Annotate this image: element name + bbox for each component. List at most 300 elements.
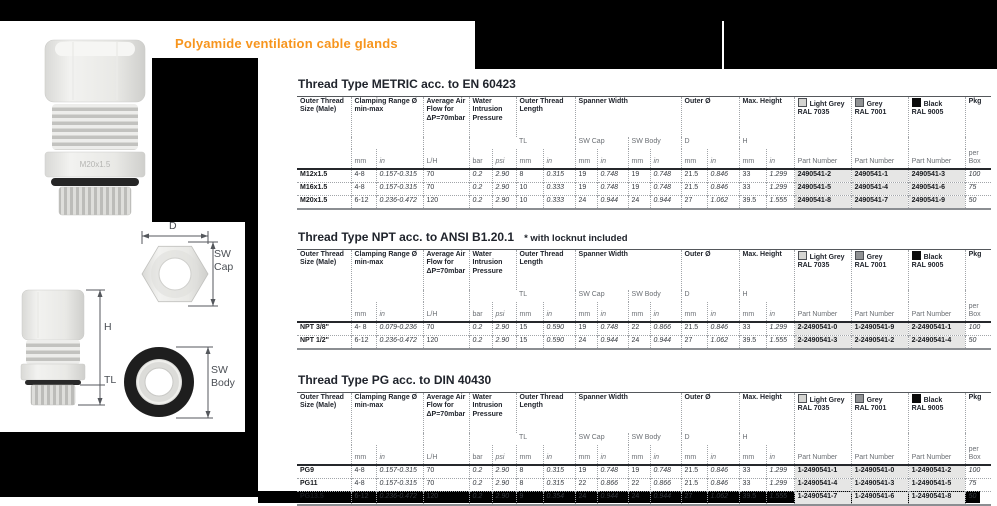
col-header-outer-thread-length: Outer Thread Length	[516, 97, 575, 138]
cell-swbody_mm: 24	[628, 195, 650, 209]
subcol-d: D	[681, 433, 739, 445]
cell-bar: 0.2	[469, 169, 492, 183]
col-header-thread-size: Outer Thread Size (Male)	[297, 393, 351, 446]
cell-pkg: 100	[965, 169, 991, 183]
cell-tl_mm: 15	[516, 322, 543, 336]
cell-swbody_in: 0.748	[650, 182, 681, 195]
seal-ring-hole	[145, 368, 173, 396]
cell-size: M12x1.5	[300, 170, 328, 178]
cell-swbody_mm: 19	[628, 182, 650, 195]
cell-clamp_in: 0.236-0.472	[376, 335, 423, 349]
cell-h_in: 1.299	[766, 169, 794, 183]
cell-swcap_mm: 19	[575, 465, 597, 479]
cell-clamp_mm: 4-8	[351, 182, 376, 195]
per-box-label: per Box	[965, 149, 991, 168]
cell-clamp_mm: 4-8	[351, 169, 376, 183]
light-grey-swatch-icon	[798, 251, 807, 260]
table-row	[297, 169, 991, 183]
black-swatch-icon	[912, 394, 921, 403]
cell-size: PG9	[300, 466, 315, 474]
cell-swcap_in: 0.748	[597, 322, 628, 336]
unit-mm: mm	[575, 445, 597, 464]
unit-in: in	[597, 149, 628, 168]
side-thread-ribs	[26, 340, 80, 364]
dim-label-sw-cap: SW Cap	[214, 248, 234, 274]
col-header-grey: Grey RAL 7001	[851, 393, 908, 446]
cell-psi: 2.90	[492, 169, 516, 183]
cell-flow: 120	[423, 491, 469, 505]
cell-tl_mm: 10	[516, 195, 543, 209]
subcol-sw-cap: SW Cap	[575, 290, 628, 302]
subcol-sw-cap: SW Cap	[575, 137, 628, 149]
unit-in: in	[707, 149, 739, 168]
subcol-d: D	[681, 137, 739, 149]
table-note: * with locknut included	[524, 233, 628, 244]
cell-h_mm: 33	[739, 478, 766, 491]
cell-pn_gr: 2-2490541-2	[851, 335, 908, 349]
part-number-label: Part Number	[794, 149, 851, 168]
unit-mm: mm	[681, 302, 707, 321]
dim-label-sw-body: SW Body	[211, 364, 235, 390]
cell-psi: 2.90	[492, 322, 516, 336]
col-header-water-intrusion: Water Intrusion Pressure	[469, 393, 516, 446]
col-header-black: Black RAL 9005	[908, 97, 965, 150]
col-header-max-height: Max. Height	[739, 393, 794, 434]
unit-lh: L/H	[423, 149, 469, 168]
unit-mm: mm	[516, 445, 543, 464]
gland-o-ring	[51, 178, 139, 186]
dim-label-d: D	[169, 220, 177, 232]
cell-swbody_mm: 19	[628, 465, 650, 479]
cell-bar: 0.2	[469, 195, 492, 209]
cell-swcap_mm: 24	[575, 335, 597, 349]
npt-table	[297, 249, 991, 349]
subcol-sw-body: SW Body	[628, 290, 681, 302]
unit-in: in	[597, 445, 628, 464]
metric-table-section	[297, 78, 985, 210]
cell-size: PG11	[297, 478, 351, 491]
cell-pn_lg: 1-2490541-4	[794, 478, 851, 491]
unit-lh: L/H	[423, 445, 469, 464]
unit-bar: bar	[469, 445, 492, 464]
cell-swcap_mm: 19	[575, 169, 597, 183]
col-header-water-intrusion: Water Intrusion Pressure	[469, 250, 516, 303]
col-header-clamping-range: Clamping Range Ø min-max	[351, 393, 423, 446]
cell-pkg: 75	[965, 478, 991, 491]
unit-in: in	[707, 302, 739, 321]
cell-psi: 2.90	[492, 335, 516, 349]
cell-swcap_mm: 24	[575, 491, 597, 505]
unit-in: in	[766, 302, 794, 321]
unit-in: in	[707, 445, 739, 464]
side-o-ring	[25, 380, 81, 385]
table-title: Thread Type PG acc. to DIN 40430	[298, 373, 492, 387]
per-box-label: per Box	[965, 302, 991, 321]
cell-d_in: 0.846	[707, 478, 739, 491]
cell-d_in: 0.846	[707, 182, 739, 195]
cell-size: PG13.5	[297, 491, 351, 505]
table-title: Thread Type NPT acc. to ANSI B1.20.1 * with locknut included	[298, 230, 628, 244]
unit-mm: mm	[628, 445, 650, 464]
cell-d_mm: 27	[681, 195, 707, 209]
cell-swcap_in: 0.944	[597, 195, 628, 209]
cell-clamp_mm: 6-12	[351, 335, 376, 349]
col-header-spanner-width: Spanner Width	[575, 97, 681, 138]
cell-pn_gr: 1-2490541-9	[851, 322, 908, 336]
table-row	[297, 465, 991, 479]
col-header-max-height: Max. Height	[739, 250, 794, 291]
cell-flow: 120	[423, 335, 469, 349]
cell-d_in: 1.062	[707, 335, 739, 349]
cell-d_mm: 21.5	[681, 322, 707, 336]
header-divider-line	[722, 21, 724, 69]
cell-swbody_mm: 22	[628, 322, 650, 336]
cell-flow: 70	[423, 182, 469, 195]
black-swatch-icon	[912, 98, 921, 107]
cell-clamp_mm: 4- 8	[351, 322, 376, 336]
cell-swcap_in: 0.748	[597, 465, 628, 479]
unit-in: in	[376, 445, 423, 464]
cell-swbody_in: 0.866	[650, 322, 681, 336]
col-header-pkg: Pkg	[965, 393, 991, 446]
unit-mm: mm	[575, 149, 597, 168]
part-number-label: Part Number	[851, 445, 908, 464]
cell-pn_gr: 1-2490541-3	[851, 478, 908, 491]
cell-tl_in: 0.354	[543, 491, 575, 505]
col-header-outer-diameter: Outer Ø	[681, 393, 739, 434]
cell-pkg: 50	[965, 195, 991, 209]
unit-psi: psi	[492, 149, 516, 168]
unit-mm: mm	[516, 302, 543, 321]
cell-swbody_in: 0.944	[650, 491, 681, 505]
subcol-tl: TL	[519, 291, 528, 299]
cell-tl_in: 0.590	[543, 322, 575, 336]
light-grey-swatch-icon	[798, 394, 807, 403]
cell-bar: 0.2	[469, 322, 492, 336]
cell-clamp_mm: 4-8	[351, 465, 376, 479]
cell-tl_mm: 8	[516, 478, 543, 491]
col-header-outer-diameter: Outer Ø	[681, 250, 739, 291]
cell-d_in: 1.062	[707, 491, 739, 505]
cell-pkg: 100	[965, 465, 991, 479]
gland-thread-ribs	[52, 104, 138, 150]
cell-flow: 70	[423, 169, 469, 183]
cell-bar: 0.2	[469, 335, 492, 349]
gland-male-thread	[59, 187, 131, 215]
subcol-d: D	[681, 290, 739, 302]
unit-mm: mm	[739, 445, 766, 464]
col-header-pkg: Pkg	[965, 97, 991, 150]
unit-blank	[297, 302, 351, 321]
cell-d_mm: 21.5	[681, 478, 707, 491]
col-header-light-grey: Light Grey RAL 7035	[794, 250, 851, 303]
cell-pn_gr: 1-2490541-0	[851, 465, 908, 479]
cell-h_mm: 39.5	[739, 491, 766, 505]
unit-in: in	[650, 149, 681, 168]
side-black-panel	[152, 58, 258, 222]
cell-d_mm: 21.5	[681, 465, 707, 479]
cell-pkg: 100	[965, 322, 991, 336]
cell-clamp_mm: 6-12	[351, 195, 376, 209]
part-number-label: Part Number	[908, 149, 965, 168]
cell-swbody_in: 0.944	[650, 335, 681, 349]
col-header-outer-thread-length: Outer Thread Length	[516, 393, 575, 434]
col-header-clamping-range: Clamping Range Ø min-max	[351, 250, 423, 303]
cell-d_in: 1.062	[707, 195, 739, 209]
cell-tl_in: 0.333	[543, 195, 575, 209]
unit-in: in	[376, 149, 423, 168]
subcol-sw-body: SW Body	[628, 433, 681, 445]
cell-swcap_mm: 22	[575, 478, 597, 491]
unit-mm: mm	[351, 149, 376, 168]
cell-size: NPT 3/8"	[300, 323, 329, 331]
unit-in: in	[597, 302, 628, 321]
cell-swcap_mm: 19	[575, 182, 597, 195]
unit-in: in	[543, 445, 575, 464]
per-box-label: per Box	[965, 445, 991, 464]
top-black-bar	[0, 0, 997, 21]
cell-swcap_in: 0.944	[597, 335, 628, 349]
cell-tl_in: 0.315	[543, 169, 575, 183]
pg-table	[297, 392, 991, 505]
cell-d_mm: 21.5	[681, 169, 707, 183]
col-header-max-height: Max. Height	[739, 97, 794, 138]
unit-in: in	[543, 302, 575, 321]
subcol-h: H	[739, 290, 794, 302]
col-header-black: Black RAL 9005	[908, 250, 965, 303]
cell-psi: 2.90	[492, 182, 516, 195]
col-header-light-grey: Light Grey RAL 7035	[794, 97, 851, 150]
col-header-black: Black RAL 9005	[908, 393, 965, 446]
col-header-outer-diameter: Outer Ø	[681, 97, 739, 138]
cell-tl_in: 0.315	[543, 478, 575, 491]
part-number-label: Part Number	[851, 149, 908, 168]
cell-size: M16x1.5	[297, 182, 351, 195]
cell-h_mm: 33	[739, 465, 766, 479]
subcol-h: H	[739, 137, 794, 149]
unit-mm: mm	[739, 302, 766, 321]
col-header-light-grey: Light Grey RAL 7035	[794, 393, 851, 446]
cell-clamp_in: 0.236-0.472	[376, 491, 423, 505]
cell-flow: 120	[423, 195, 469, 209]
page-title: Polyamide ventilation cable glands	[175, 36, 398, 51]
subcol-tl: TL	[519, 434, 528, 442]
cell-h_mm: 33	[739, 169, 766, 183]
gland-engraving: M20x1.5	[79, 160, 111, 169]
part-number-label: Part Number	[908, 445, 965, 464]
unit-lh: L/H	[423, 302, 469, 321]
cell-pn_lg: 2-2490541-3	[794, 335, 851, 349]
col-header-thread-size: Outer Thread Size (Male)	[297, 250, 351, 303]
cell-tl_in: 0.333	[543, 182, 575, 195]
cell-swcap_mm: 19	[575, 322, 597, 336]
cell-pn_gr: 2490541-7	[851, 195, 908, 209]
cell-h_in: 1.299	[766, 322, 794, 336]
cell-swbody_in: 0.748	[650, 465, 681, 479]
cell-clamp_in: 0.157-0.315	[376, 465, 423, 479]
cell-swbody_mm: 19	[628, 169, 650, 183]
table-row	[297, 335, 991, 349]
cell-size: NPT 1/2"	[297, 335, 351, 349]
part-number-label: Part Number	[851, 302, 908, 321]
cell-clamp_in: 0.157-0.315	[376, 478, 423, 491]
col-header-water-intrusion: Water Intrusion Pressure	[469, 97, 516, 150]
cell-swbody_in: 0.866	[650, 478, 681, 491]
col-header-grey: Grey RAL 7001	[851, 97, 908, 150]
cell-pn_gr: 2490541-4	[851, 182, 908, 195]
cell-pn_lg: 2490541-5	[794, 182, 851, 195]
cell-pn_bk: 1-2490541-5	[908, 478, 965, 491]
cell-clamp_in: 0.079-0.236	[376, 322, 423, 336]
cell-tl_mm: 8	[516, 169, 543, 183]
cell-pn_gr: 2490541-1	[851, 169, 908, 183]
cell-swbody_mm: 24	[628, 335, 650, 349]
cell-d_mm: 21.5	[681, 182, 707, 195]
cell-psi: 2.90	[492, 491, 516, 505]
metric-table	[297, 96, 991, 209]
bottom-left-black-block	[0, 432, 258, 497]
unit-psi: psi	[492, 302, 516, 321]
cell-psi: 2.90	[492, 195, 516, 209]
subcol-tl: TL	[519, 138, 528, 146]
cell-clamp_in: 0.236-0.472	[376, 195, 423, 209]
col-header-thread-size: Outer Thread Size (Male)	[297, 97, 351, 150]
cell-h_in: 1.555	[766, 195, 794, 209]
cell-h_in: 1.299	[766, 465, 794, 479]
col-header-pkg: Pkg	[965, 250, 991, 303]
cell-swcap_in: 0.944	[597, 491, 628, 505]
table-row	[297, 478, 991, 491]
header-right-black-block	[475, 21, 997, 69]
cell-tl_mm: 8	[516, 465, 543, 479]
black-swatch-icon	[912, 251, 921, 260]
cell-pkg: 50	[965, 491, 991, 505]
cell-bar: 0.2	[469, 182, 492, 195]
unit-in: in	[650, 445, 681, 464]
table-row	[297, 195, 991, 209]
grey-swatch-icon	[855, 394, 864, 403]
col-header-air-flow: Average Air Flow for ΔP=70mbar	[423, 250, 469, 303]
pg-table-section	[297, 374, 985, 506]
cell-tl_mm: 10	[516, 182, 543, 195]
cell-clamp_mm: 4-8	[351, 478, 376, 491]
unit-mm: mm	[516, 149, 543, 168]
cell-d_in: 0.846	[707, 169, 739, 183]
cell-swbody_mm: 24	[628, 491, 650, 505]
cell-h_mm: 33	[739, 182, 766, 195]
cell-pn_lg: 2-2490541-0	[794, 322, 851, 336]
unit-blank	[297, 445, 351, 464]
col-header-air-flow: Average Air Flow for ΔP=70mbar	[423, 393, 469, 446]
unit-mm: mm	[351, 302, 376, 321]
cell-d_in: 0.846	[707, 322, 739, 336]
cell-h_mm: 33	[739, 322, 766, 336]
cell-pn_lg: 1-2490541-1	[794, 465, 851, 479]
cell-h_in: 1.299	[766, 182, 794, 195]
cell-clamp_mm: 6-12	[351, 491, 376, 505]
unit-mm: mm	[575, 302, 597, 321]
cell-size: M20x1.5	[297, 195, 351, 209]
cell-h_in: 1.555	[766, 335, 794, 349]
cell-flow: 70	[423, 478, 469, 491]
col-header-grey: Grey RAL 7001	[851, 250, 908, 303]
dim-label-h: H	[104, 321, 112, 333]
cell-d_in: 0.846	[707, 465, 739, 479]
dim-label-tl: TL	[104, 374, 117, 386]
side-hex-nut	[21, 364, 85, 380]
table-row	[297, 182, 991, 195]
cell-tl_in: 0.590	[543, 335, 575, 349]
cell-pn_bk: 1-2490541-2	[908, 465, 965, 479]
cell-pn_bk: 2490541-9	[908, 195, 965, 209]
cell-swcap_in: 0.866	[597, 478, 628, 491]
col-header-spanner-width: Spanner Width	[575, 393, 681, 434]
grey-swatch-icon	[855, 251, 864, 260]
cell-pn_bk: 2490541-3	[908, 169, 965, 183]
cell-clamp_in: 0.157-0.315	[376, 182, 423, 195]
cell-bar: 0.2	[469, 478, 492, 491]
part-number-label: Part Number	[908, 302, 965, 321]
cell-psi: 2.90	[492, 478, 516, 491]
side-cap	[22, 290, 84, 340]
unit-mm: mm	[628, 302, 650, 321]
col-header-clamping-range: Clamping Range Ø min-max	[351, 97, 423, 150]
cell-pn_lg: 1-2490541-7	[794, 491, 851, 505]
unit-bar: bar	[469, 302, 492, 321]
table-row	[297, 322, 991, 336]
cell-tl_mm: 15	[516, 335, 543, 349]
cell-h_in: 1.299	[766, 478, 794, 491]
cell-tl_in: 0.315	[543, 465, 575, 479]
light-grey-swatch-icon	[798, 98, 807, 107]
cell-bar: 0.2	[469, 465, 492, 479]
cell-swbody_mm: 22	[628, 478, 650, 491]
col-header-air-flow: Average Air Flow for ΔP=70mbar	[423, 97, 469, 150]
subcol-sw-cap: SW Cap	[575, 433, 628, 445]
cell-pn_gr: 1-2490541-6	[851, 491, 908, 505]
cell-pn_lg: 2490541-8	[794, 195, 851, 209]
cell-swcap_in: 0.748	[597, 182, 628, 195]
cell-h_mm: 39.5	[739, 195, 766, 209]
cell-pn_bk: 2-2490541-4	[908, 335, 965, 349]
npt-table-section	[297, 231, 985, 350]
cell-swcap_mm: 24	[575, 195, 597, 209]
side-male-thread	[31, 385, 75, 405]
table-title: Thread Type METRIC acc. to EN 60423	[298, 77, 516, 91]
product-photo-cable-gland	[25, 34, 165, 220]
cell-pkg: 50	[965, 335, 991, 349]
cell-pn_bk: 2-2490541-1	[908, 322, 965, 336]
unit-in: in	[376, 302, 423, 321]
part-number-label: Part Number	[794, 302, 851, 321]
cell-flow: 70	[423, 322, 469, 336]
col-header-outer-thread-length: Outer Thread Length	[516, 250, 575, 291]
subcol-sw-body: SW Body	[628, 137, 681, 149]
col-header-spanner-width: Spanner Width	[575, 250, 681, 291]
unit-in: in	[766, 445, 794, 464]
unit-in: in	[766, 149, 794, 168]
cell-d_mm: 27	[681, 335, 707, 349]
cell-pkg: 75	[965, 182, 991, 195]
cell-pn_lg: 2490541-2	[794, 169, 851, 183]
cell-h_mm: 39.5	[739, 335, 766, 349]
cell-swbody_in: 0.748	[650, 169, 681, 183]
cell-pn_bk: 1-2490541-8	[908, 491, 965, 505]
part-number-label: Part Number	[794, 445, 851, 464]
unit-in: in	[543, 149, 575, 168]
unit-blank	[297, 149, 351, 168]
cell-pn_bk: 2490541-6	[908, 182, 965, 195]
